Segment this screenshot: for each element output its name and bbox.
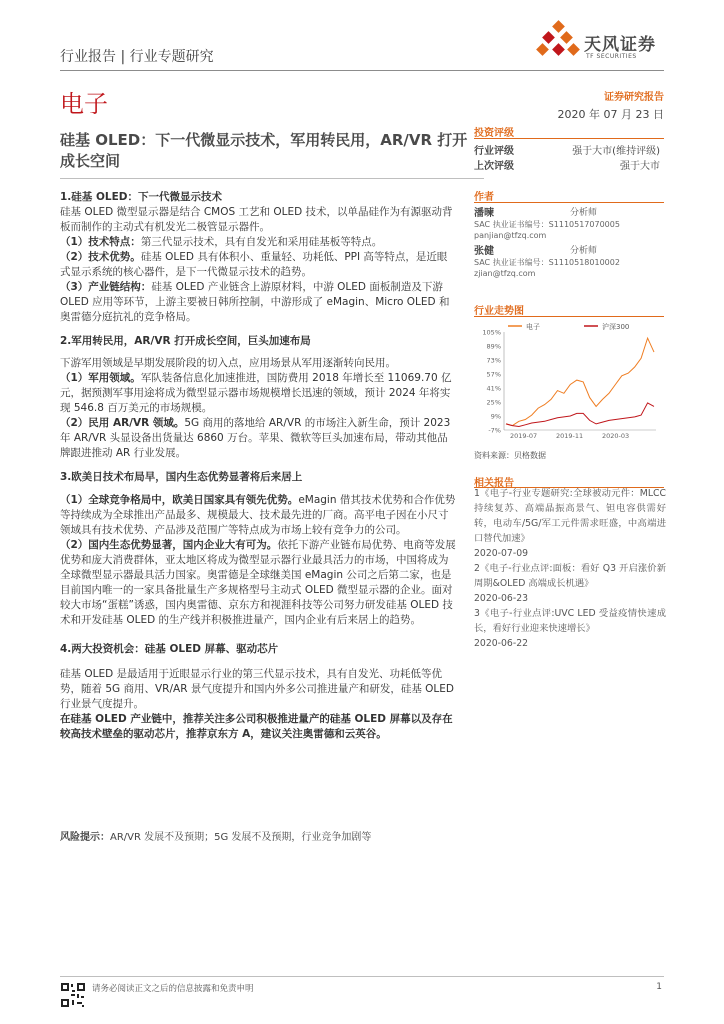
header-divider bbox=[60, 70, 664, 71]
author-2 bbox=[474, 246, 664, 279]
section-1-point-2: （2）技术优势。硅基 OLED 具有体积小、重量轻、功耗低、PPI 高等特点，是近眼式显示系统的核心器件，是下一代微显示技术的趋势。 bbox=[60, 251, 448, 278]
section-3-point-2: （2）国内生态优势显著，国内企业大有可为。依托下游产业链布局优势、电商等发展优势和庞大消费群体，亚太地区将成为微型显示器行业最具活力的市场，中国将成为全球微型显示器最具活力国家。奥雷德是全球继美国 eMagin 公司之后第二家，也是目前国内唯一的一家具备批量生产多规格型号主动式 OLED 微型显示器的企业。面对较大市场“蛋糕”诱惑，国内奥雷德、京东方和视涯科技等公司努力研发硅基 OLED 技术和开发硅基 OLED 的生产线并积极推进量产，国内企业有后来居上的趋势。 bbox=[60, 539, 456, 626]
logo-text: 天风证券 bbox=[584, 35, 656, 55]
tf-logo-icon bbox=[536, 20, 580, 66]
related-report-3[interactable]: 3《电子-行业点评:UVC LED 受益疫情快速成长，看好行业迎来快速增长》 bbox=[474, 608, 666, 634]
report-type: 证券研究报告 bbox=[604, 92, 664, 103]
x-tick-label: 2019-07 bbox=[510, 432, 538, 440]
y-tick-label: 9% bbox=[490, 412, 501, 421]
section-1-intro: 硅基 OLED 微型显示器是结合 CMOS 工艺和 OLED 技术，以单晶硅作为有源驱动背板而制作的主动式有机发光二极管显示器件。 bbox=[60, 206, 453, 233]
sector-title: 电子 bbox=[60, 90, 108, 118]
section-4-heading: 4.两大投资机会：硅基 OLED 屏幕、驱动芯片 bbox=[60, 643, 279, 655]
industry-rating: 行业评级 强于大市(维持评级) bbox=[474, 146, 660, 157]
industry-trend-chart bbox=[474, 320, 664, 442]
y-tick-label: 25% bbox=[486, 398, 501, 407]
section-2-heading: 2.军用转民用，AR/VR 打开成长空间，巨头加速布局 bbox=[60, 335, 311, 347]
title-divider bbox=[60, 178, 484, 179]
risk-warning: 风险提示：AR/VR 发展不及预期；5G 发展不及预期，行业竞争加剧等 bbox=[60, 832, 372, 843]
main-content bbox=[60, 190, 456, 742]
author-1-role: 分析师 bbox=[570, 208, 598, 218]
section-2-intro: 下游军用领域是早期发展阶段的切入点，应用场景从军用逐渐转向民用。 bbox=[60, 357, 396, 369]
footer-divider bbox=[60, 976, 664, 977]
author-2-email[interactable]: zjian@tfzq.com bbox=[474, 269, 536, 278]
section-3-point-1: （1）全球竞争格局中，欧美日国家具有领先优势。eMagin 借其技术优势和合作优势等持续成为全球推出产品最多、规模最大、技术最先进的厂商。高平电子因在小尺寸领域具有技术优势、产品涉及范围广等特点成为市场上较有竞争力的公司。 bbox=[60, 494, 456, 536]
chart-source: 资料来源：贝格数据 bbox=[474, 451, 546, 460]
trend-heading: 行业走势图 bbox=[474, 306, 524, 317]
related-heading: 相关报告 bbox=[474, 478, 514, 489]
series-line-electronics bbox=[506, 338, 654, 426]
report-title: 硅基 OLED：下一代微显示技术，军用转民用，AR/VR 打开成长空间 bbox=[60, 131, 468, 170]
related-report-2[interactable]: 2《电子-行业点评:面板：看好 Q3 开启涨价新周期&OLED 高端成长机遇》 bbox=[474, 563, 666, 589]
related-reports bbox=[474, 486, 666, 651]
legend-label: 沪深300 bbox=[602, 323, 630, 331]
related-report-3-date: 2020-06-22 bbox=[474, 638, 529, 649]
y-tick-label: 73% bbox=[486, 356, 501, 365]
y-tick-label: 89% bbox=[486, 342, 501, 351]
rating-divider bbox=[474, 138, 664, 139]
x-tick-label: 2020-03 bbox=[602, 432, 630, 440]
rating-heading: 投资评级 bbox=[474, 128, 514, 139]
y-tick-label: -7% bbox=[488, 426, 501, 435]
x-tick-label: 2019-11 bbox=[556, 432, 584, 440]
series-line-hs300 bbox=[506, 403, 654, 427]
legend-label: 电子 bbox=[526, 323, 540, 331]
author-1-name: 潘暕 bbox=[474, 208, 494, 219]
y-tick-label: 57% bbox=[486, 370, 501, 379]
section-3-heading: 3.欧美日技术布局早，国内生态优势显著将后来居上 bbox=[60, 471, 303, 483]
company-logo bbox=[536, 20, 666, 68]
authors-divider bbox=[474, 202, 664, 203]
related-report-2-date: 2020-06-23 bbox=[474, 593, 529, 604]
author-2-name: 张健 bbox=[474, 246, 494, 257]
section-2-point-2: （2）民用 AR/VR 领域。5G 商用的落地给 AR/VR 的市场注入新生命，预计 2023 年 AR/VR 头显设备出货量达 6860 万台。苹果、微软等巨头加速布局，带动其他品牌跟进推动 AR 行业发展。 bbox=[60, 417, 451, 459]
disclaimer: 请务必阅读正文之后的信息披露和免责申明 bbox=[92, 984, 254, 994]
authors-heading: 作者 bbox=[474, 192, 494, 203]
section-2-point-1: （1）军用领域。军队装备信息化加速推进，国防费用 2018 年增长至 11069.70 亿元，据预测军事用途将成为微型显示器市场规模增长迅速的领域，预计 2024 年将实现 546.8 百万美元的市场规模。 bbox=[60, 372, 452, 414]
author-1-sac: SAC 执业证书编号：S1110517070005 bbox=[474, 220, 620, 229]
related-report-1[interactable]: 1《电子-行业专题研究:全球被动元件：MLCC 持续复苏、高端晶振高景气、钽电容供需好转，电动车/5G/军工元件需求旺盛，中高端进口替代加速》 bbox=[474, 488, 666, 544]
report-date: 2020 年 07 月 23 日 bbox=[557, 108, 664, 121]
page-number: 1 bbox=[656, 982, 662, 992]
qr-code-icon bbox=[60, 982, 86, 1008]
section-1-heading: 1.硅基 OLED：下一代微显示技术 bbox=[60, 191, 222, 203]
author-1-email[interactable]: panjian@tfzq.com bbox=[474, 231, 547, 240]
related-report-1-date: 2020-07-09 bbox=[474, 548, 529, 559]
author-1 bbox=[474, 208, 664, 241]
section-1-point-3: （3）产业链结构：硅基 OLED 产业链含上游原材料，中游 OLED 面板制造及下游 OLED 应用等环节，上游主要被日韩所控制，中游形成了 eMagin、Micro OLED 和奥雷德分庭抗礼的竞争格局。 bbox=[60, 281, 450, 323]
report-category: 行业报告 | 行业专题研究 bbox=[60, 49, 214, 65]
section-4-intro: 硅基 OLED 是最适用于近眼显示行业的第三代显示技术，具有自发光、功耗低等优势，随着 5G 商用、VR/AR 景气度提升和国内外多公司推进量产和研发，硅基 OLED 行业景气度提升。 bbox=[60, 668, 454, 710]
author-2-sac: SAC 执业证书编号：S1110518010002 bbox=[474, 258, 620, 267]
y-tick-label: 41% bbox=[486, 384, 501, 393]
logo-subtext: TF SECURITIES bbox=[586, 53, 637, 60]
trend-divider bbox=[474, 316, 664, 317]
section-1-point-1: （1）技术特点：第三代显示技术，具有自发光和采用硅基板等特点。 bbox=[60, 236, 383, 248]
section-4-conclusion: 在硅基 OLED 产业链中，推荐关注多公司积极推进量产的硅基 OLED 屏幕以及存在较高技术壁垒的驱动芯片，推荐京东方 A，建议关注奥雷德和云英谷。 bbox=[60, 713, 453, 740]
last-rating: 上次评级 强于大市 bbox=[474, 161, 660, 172]
y-tick-label: 105% bbox=[482, 328, 501, 337]
author-2-role: 分析师 bbox=[570, 246, 598, 256]
